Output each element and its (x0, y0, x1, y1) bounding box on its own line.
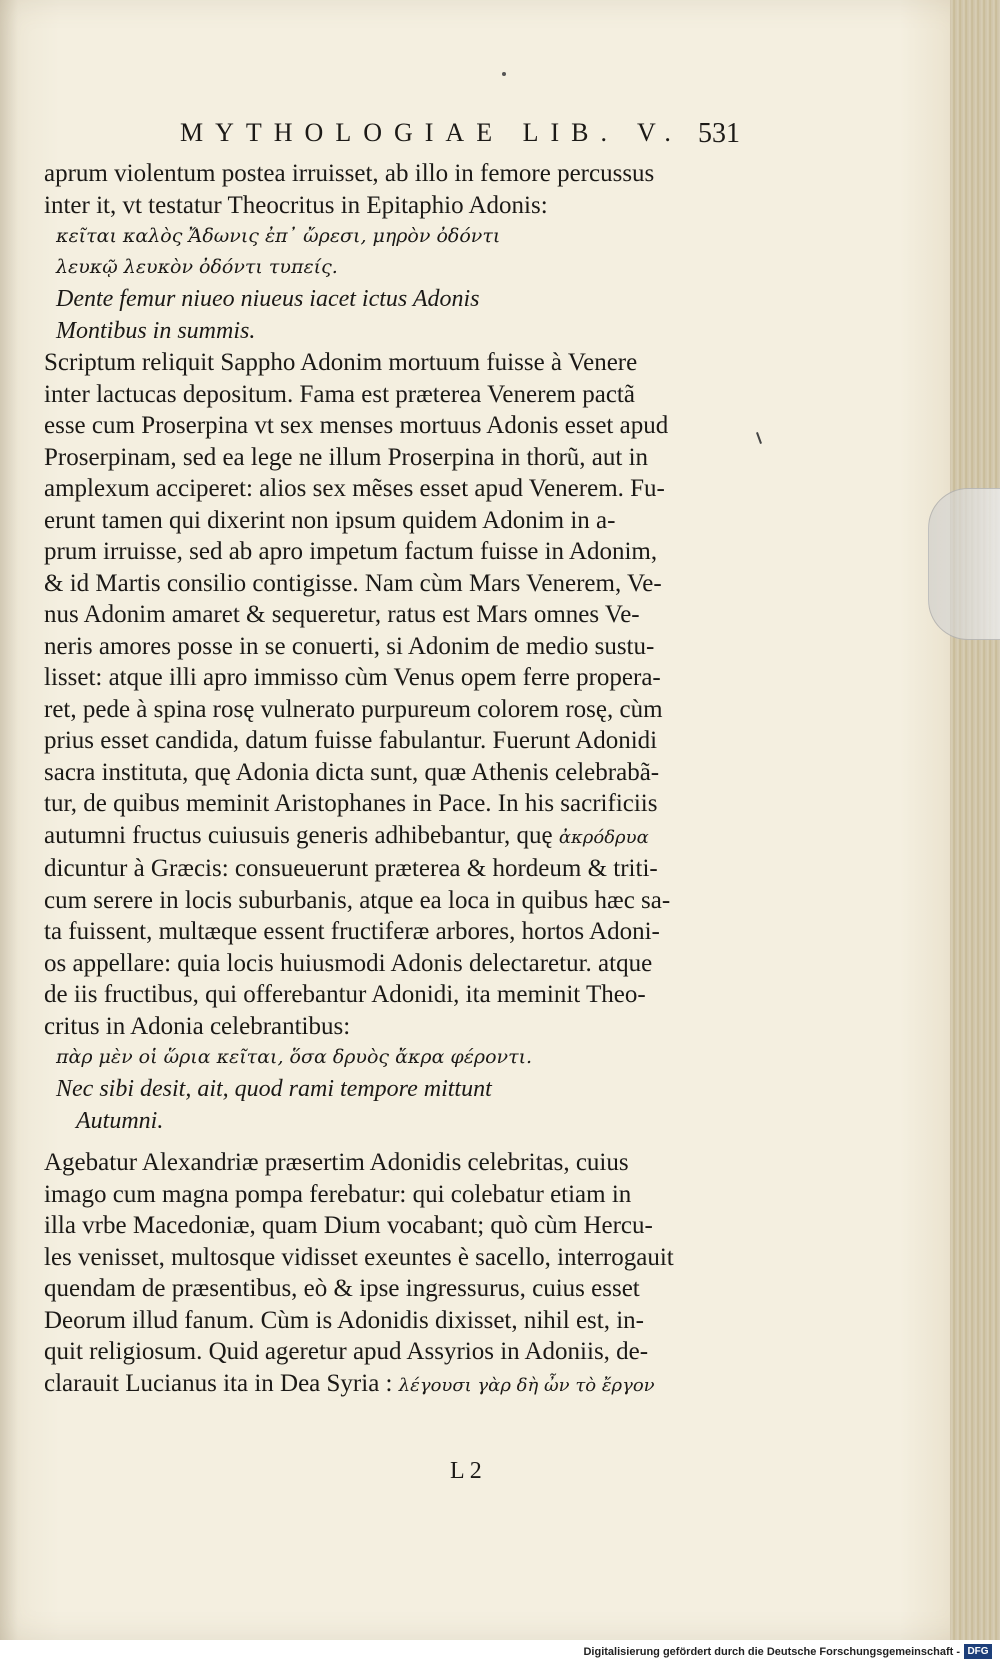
greek-verse-line: λευκῷ λευκὸν ὀδόντι τυπείς. (56, 256, 338, 278)
spacer (44, 1137, 724, 1147)
text-line (44, 820, 724, 854)
latin-verse-line: Montibus in summis. (56, 318, 256, 344)
text-line: Proserpinam, sed ea lege ne illum Proserpina in thorũ, aut in (44, 443, 649, 471)
text-line: sacra instituta, quę Adonia dicta sunt, quæ Athenis celebrabã- (44, 758, 660, 786)
text-line: dicuntur à Græcis: consueuerunt præterea & hordeum & triti- (44, 855, 658, 882)
text-line: cum serere in locis suburbanis, atque ea loca in quibus hæc sa- (44, 886, 671, 914)
text-line: critus in Adonia celebrantibus: (44, 1012, 351, 1040)
text-line: tur, de quibus meminit Aristophanes in Pace. In his sacrificiis (44, 790, 658, 817)
ink-dot (502, 72, 506, 76)
text-line: amplexum acciperet: alios sex mẽses esset apud Venerem. Fu- (44, 475, 665, 502)
text-line: Agebatur Alexandriæ præsertim Adonidis celebritas, cuius (44, 1149, 629, 1176)
text-line-part: autumni fructus cuiusuis generis adhibebantur, quę (44, 821, 553, 849)
text-line: illa vrbe Macedoniæ, quam Dium vocabant; quò cùm Hercu- (44, 1212, 653, 1239)
text-line: erunt tamen qui dixerint non ipsum quidem Adonim in a- (44, 506, 616, 534)
text-line: esse cum Proserpina vt sex menses mortuus Adonis esset apud (44, 412, 669, 439)
running-head: MYTHOLOGIAE LIB. V. (180, 118, 683, 147)
funding-credit: Digitalisierung gefördert durch die Deutsche Forschungsgemeinschaft - (583, 1646, 960, 1658)
text-line: nus Adonim amaret & sequeretur, ratus est Mars omnes Ve- (44, 601, 640, 628)
text-line-part: clarauit Lucianus ita in Dea Syria : (44, 1369, 393, 1397)
text-line: aprum violentum postea irruisset, ab illo in femore percussus (44, 160, 655, 187)
text-line: quit religiosum. Quid ageretur apud Assyrios in Adoniis, de- (44, 1338, 649, 1365)
text-line: de iis fructibus, qui offerebantur Adonidi, ita meminit Theo- (44, 981, 646, 1008)
text-line: imago cum magna pompa ferebatur: qui colebatur etiam in (44, 1180, 632, 1208)
text-line: Deorum illud fanum. Cùm is Adonidis dixisset, nihil est, in- (44, 1306, 644, 1334)
bookmark-tab (928, 488, 1000, 640)
text-line: & id Martis consilio contigisse. Nam cùm Mars Venerem, Ve- (44, 569, 662, 597)
text-line: prius esset candida, datum fuisse fabulantur. Fuerunt Adonidi (44, 727, 658, 754)
text-line: les venisset, multosque vidisset exeuntes è sacello, interrogauit (44, 1243, 674, 1271)
latin-verse-line: Autumni. (76, 1108, 164, 1134)
latin-verse-line: Dente femur niueo niueus iacet ictus Adonis (56, 286, 480, 312)
text-line (44, 1368, 724, 1402)
text-line: inter it, vt testatur Theocritus in Epitaphio Adonis: (44, 191, 548, 219)
text-line: lisset: atque illi apro immisso cùm Venus opem ferre propera- (44, 664, 661, 691)
dfg-logo: DFG (964, 1644, 992, 1659)
text-line: prum irruisse, sed ab apro impetum factum fuisse in Adonim, (44, 538, 658, 565)
page-edges (950, 0, 1000, 1640)
page-number: 531 (698, 118, 740, 149)
greek-inline-word: ἀκρόδρυα (558, 826, 649, 848)
greek-verse-line: κεῖται καλὸς Ἄδωνις ἐπ᾽ ὤρεσι, μηρὸν ὀδόντι (56, 225, 501, 247)
text-line: neris amores posse in se conuerti, si Adonim de medio sustu- (44, 632, 655, 660)
latin-verse-line: Nec sibi desit, ait, quod rami tempore mittunt (56, 1076, 492, 1102)
signature-mark: L 2 (450, 1458, 482, 1484)
text-line: os appellare: quia locis huiusmodi Adonis delectaretur. atque (44, 949, 653, 977)
greek-verse-line: πὰρ μὲν οἱ ὥρια κεῖται, ὅσα δρυὸς ἄκρα φέροντι. (56, 1046, 533, 1068)
text-line: ret, pede à spina rosę vulnerato purpureum colorem rosę, cùm (44, 695, 663, 723)
text-line: Scriptum reliquit Sappho Adonim mortuum fuisse à Venere (44, 349, 638, 376)
text-line: inter lactucas depositum. Fama est præterea Venerem pactã (44, 380, 635, 408)
text-line: quendam de præsentibus, eò & ipse ingressurus, cuius esset (44, 1275, 640, 1302)
text-line: ta fuissent, multæque essent fructiferæ arbores, hortos Adoni- (44, 918, 660, 945)
greek-inline-phrase: λέγουσι γὰρ δὴ ὦν τὸ ἔργον (398, 1374, 655, 1396)
body-text (44, 158, 724, 1401)
